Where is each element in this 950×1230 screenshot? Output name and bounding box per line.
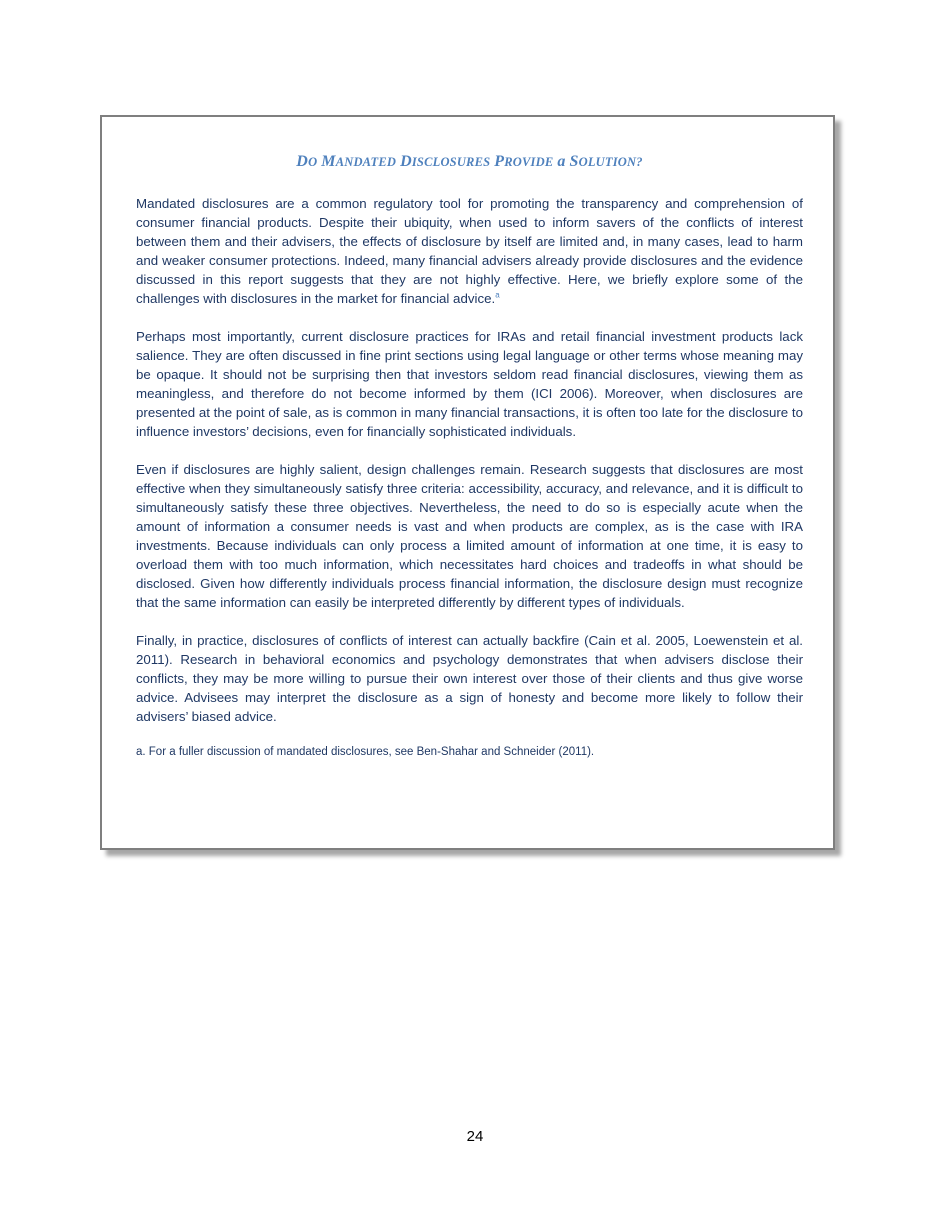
title-rest: OLUTION? (578, 155, 643, 169)
title-initial: a (557, 153, 566, 170)
sidebar-title (136, 151, 803, 173)
paragraph-design: Even if disclosures are highly salient, design challenges remain. Research suggests that disclosures are most effective when they simultaneously satisfy three criteria: accessibility, accuracy, and relevance, and it is difficult to simultaneously satisfy these three objectives. Nevertheless, the need to do so is especially acute when the amount of information a consumer needs is vast and when products are complex, as is the case with IRA investments. Because individuals can only process a limited amount of information at one time, it is easy to overload them with too much information, which necessitates hard choices and tradeoffs in what should be disclosed. Given how differently individuals process financial information, the disclosure design must recognize that the same information can easily be interpreted differently by different types of individuals. (136, 462, 803, 610)
page-number: 24 (466, 1128, 484, 1145)
title-rest: O (308, 155, 318, 169)
title-initial: M (321, 153, 336, 170)
title-rest: ROVIDE (504, 155, 554, 169)
paragraph-intro: Mandated disclosures are a common regulatory tool for promoting the transparency and comprehension of consumer financial products. Despite their ubiquity, when used to inform savers of the conflicts of interest between them and their advisers, the effects of disclosure by itself are limited and, in many cases, lead to harm and weaker consumer protections. Indeed, many financial advisers already provide disclosures and the evidence discussed in this report suggests that they are not highly effective. Here, we briefly explore some of the challenges with disclosures in the market for financial advice.$^a$ (136, 196, 803, 306)
paragraph-salience: Perhaps most importantly, current disclosure practices for IRAs and retail financial investment products lack salience. They are often discussed in fine print sections using legal language or other terms whose meaning may be opaque. It should not be surprising then that investors seldom read financial disclosures, viewing them as meaningless, and therefore do not become informed by them (ICI 2006). Moreover, when disclosures are presented at the point of sale, as is common in many financial transactions, it is often too late for the disclosure to influence investors’ decisions, even for financially sophisticated individuals. (136, 329, 803, 439)
title-initial: D (400, 153, 412, 170)
title-initial: P (494, 153, 505, 170)
sidebar-box-content (136, 151, 803, 760)
title-rest: ISCLOSURES (411, 155, 491, 169)
footnote-marker: a (495, 290, 500, 300)
title-initial: S (569, 153, 579, 170)
title-initial: D (296, 153, 309, 170)
paragraph-backfire: Finally, in practice, disclosures of conflicts of interest can actually backfire (Cain et al. 2005, Loewenstein et al. 2011). Research in behavioral economics and psychology demonstrates that when advisers disclose their conflicts, they may be more willing to pursue their own interest over those of their clients and thus give worse advice. Advisees may interpret the disclosure as a sign of honesty and become more likely to follow their advisers’ biased advice. (136, 633, 803, 724)
sidebar-box (100, 115, 835, 850)
title-rest: ANDATED (335, 155, 397, 169)
footnote: a. For a fuller discussion of mandated disclosures, see Ben-Shahar and Schneider (2011). (136, 746, 595, 758)
